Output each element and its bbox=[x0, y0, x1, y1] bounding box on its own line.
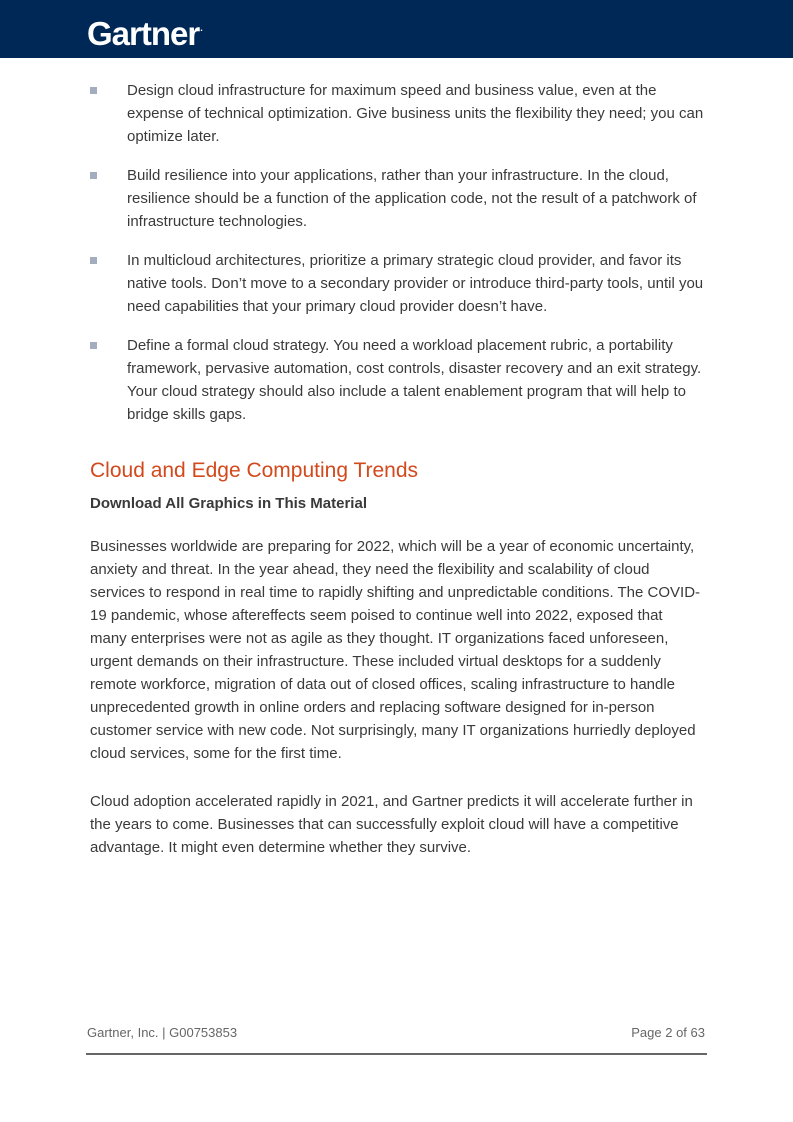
list-item bbox=[90, 79, 710, 148]
section-title: Cloud and Edge Computing Trends bbox=[90, 459, 419, 482]
download-graphics-link[interactable]: Download All Graphics in This Material bbox=[90, 495, 367, 512]
footer-divider bbox=[86, 1053, 707, 1055]
list-item bbox=[90, 164, 710, 233]
logo-mark: . bbox=[200, 23, 203, 33]
square-bullet-icon bbox=[90, 257, 97, 264]
square-bullet-icon bbox=[90, 172, 97, 179]
square-bullet-icon bbox=[90, 87, 97, 94]
body-paragraph: Cloud adoption accelerated rapidly in 2021, and Gartner predicts it will accelerate further in the years to come. Businesses that can successfully exploit cloud will have a competitive advantage. It might even determine whether they survive. bbox=[90, 793, 693, 856]
gartner-logo bbox=[87, 8, 203, 54]
body-paragraph: Businesses worldwide are preparing for 2022, which will be a year of economic uncertainty, anxiety and threat. In the year ahead, they need the flexibility and scalability of cloud services to respond in real time to rapidly shifting and unpredictable conditions. The COVID-19 pandemic, whose aftereffects seem poised to continue well into 2022, exposed that many enterprises were not as agile as they thought. IT organizations faced unforeseen, urgent demands on their infrastructure. These included virtual desktops for a suddenly remote workforce, migration of data out of closed offices, scaling infrastructure to handle unprecedented growth in online orders and replacing software designed for in-person customer service with new code. Not surprisingly, many IT organizations hurriedly deployed cloud services, some for the first time. bbox=[90, 538, 701, 762]
list-item-text: In multicloud architectures, prioritize a primary strategic cloud provider, and favor its native tools. Don’t move to a secondary provider or introduce third-party tools, until you need capabilities that your primary cloud provider doesn’t have. bbox=[127, 252, 704, 315]
logo-text: Gartner bbox=[87, 15, 200, 52]
footer-document-id: Gartner, Inc. | G00753853 bbox=[87, 1025, 238, 1040]
list-item-text: Design cloud infrastructure for maximum speed and business value, even at the expense of technical optimization. Give business units the flexibility they need; you can optimize later. bbox=[127, 82, 704, 145]
list-item bbox=[90, 249, 710, 318]
page-header bbox=[0, 0, 793, 58]
list-item-text: Define a formal cloud strategy. You need a workload placement rubric, a portability framework, pervasive automation, cost controls, disaster recovery and an exit strategy. Your cloud strategy should also include a talent enablement program that will help to bridge skills gaps. bbox=[127, 337, 702, 423]
list-item bbox=[90, 334, 710, 426]
footer-page-number: Page 2 of 63 bbox=[631, 1025, 705, 1040]
list-item-text: Build resilience into your applications, rather than your infrastructure. In the cloud, resilience should be a function of the application code, not the result of a patchwork of infrastructure technologies. bbox=[127, 167, 697, 230]
square-bullet-icon bbox=[90, 342, 97, 349]
recommendation-list bbox=[90, 79, 710, 442]
